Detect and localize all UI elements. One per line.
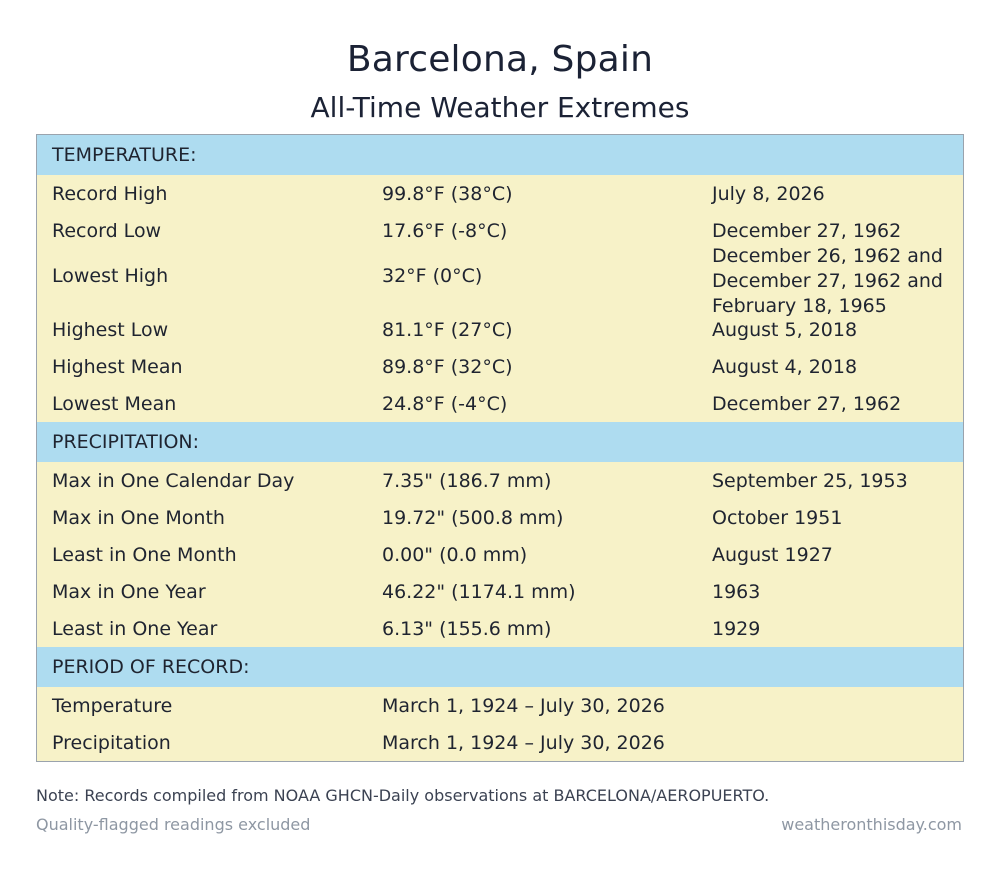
- row-value: 6.13" (155.6 mm): [382, 618, 552, 640]
- row-label: Highest Low: [52, 319, 169, 341]
- row-value: 7.35" (186.7 mm): [382, 470, 552, 492]
- row-date: December 27, 1962: [712, 219, 902, 242]
- row-label: Record Low: [52, 220, 162, 242]
- table-row: [37, 244, 963, 317]
- table-row: [37, 610, 963, 648]
- row-label: Highest Mean: [52, 356, 183, 378]
- section-header-precipitation: [37, 422, 963, 462]
- source-credit: weatheronthisday.com: [781, 815, 962, 834]
- table-row: [37, 385, 963, 423]
- row-value: 32°F (0°C): [382, 265, 483, 287]
- row-label: Precipitation: [52, 732, 171, 754]
- row-date: December 26, 1962 and December 27, 1962 and February 18, 1965: [712, 245, 943, 317]
- table-row: [37, 348, 963, 386]
- section-label: PRECIPITATION:: [52, 431, 200, 453]
- table-row: [37, 573, 963, 611]
- row-date: October 1951: [712, 506, 843, 529]
- section-label: PERIOD OF RECORD:: [52, 656, 250, 678]
- row-date: 1929: [712, 617, 761, 640]
- table-row: [37, 499, 963, 537]
- row-label: Max in One Year: [52, 581, 206, 603]
- row-date: August 4, 2018: [712, 355, 858, 378]
- row-label: Lowest High: [52, 265, 169, 287]
- extremes-table: [36, 134, 964, 762]
- row-value: 89.8°F (32°C): [382, 356, 513, 378]
- row-value: 19.72" (500.8 mm): [382, 507, 564, 529]
- row-value: March 1, 1924 – July 30, 2026: [382, 695, 665, 717]
- row-label: Least in One Month: [52, 544, 237, 566]
- row-label: Lowest Mean: [52, 393, 177, 415]
- page-subtitle: All-Time Weather Extremes: [310, 91, 690, 124]
- row-date: July 8, 2026: [712, 182, 825, 205]
- quality-note: Quality-flagged readings excluded: [36, 815, 311, 834]
- row-label: Max in One Month: [52, 507, 225, 529]
- row-date: August 5, 2018: [712, 318, 858, 341]
- row-label: Max in One Calendar Day: [52, 470, 295, 492]
- section-label: TEMPERATURE:: [52, 144, 197, 166]
- table-row: [37, 687, 963, 725]
- row-date: September 25, 1953: [712, 469, 908, 492]
- table-row: [37, 462, 963, 500]
- row-label: Record High: [52, 183, 168, 205]
- row-value: 81.1°F (27°C): [382, 319, 513, 341]
- row-value: 99.8°F (38°C): [382, 183, 513, 205]
- table-row: [37, 536, 963, 574]
- row-value: March 1, 1924 – July 30, 2026: [382, 732, 665, 754]
- row-label: Temperature: [52, 695, 173, 717]
- table-row: [37, 175, 963, 213]
- section-header-temperature: [37, 135, 963, 175]
- table-row: [37, 724, 963, 762]
- row-value: 46.22" (1174.1 mm): [382, 581, 576, 603]
- table-row: [37, 311, 963, 349]
- page-title: Barcelona, Spain: [346, 39, 654, 80]
- row-value: 24.8°F (-4°C): [382, 393, 508, 415]
- row-value: 0.00" (0.0 mm): [382, 544, 528, 566]
- row-date: December 27, 1962: [712, 392, 902, 415]
- row-date: 1963: [712, 580, 761, 603]
- footnote: Note: Records compiled from NOAA GHCN-Daily observations at BARCELONA/AEROPUERTO.: [36, 786, 770, 805]
- section-header-period-of-record: [37, 647, 963, 687]
- row-label: Least in One Year: [52, 618, 218, 640]
- row-value: 17.6°F (-8°C): [382, 220, 508, 242]
- row-date: August 1927: [712, 543, 833, 566]
